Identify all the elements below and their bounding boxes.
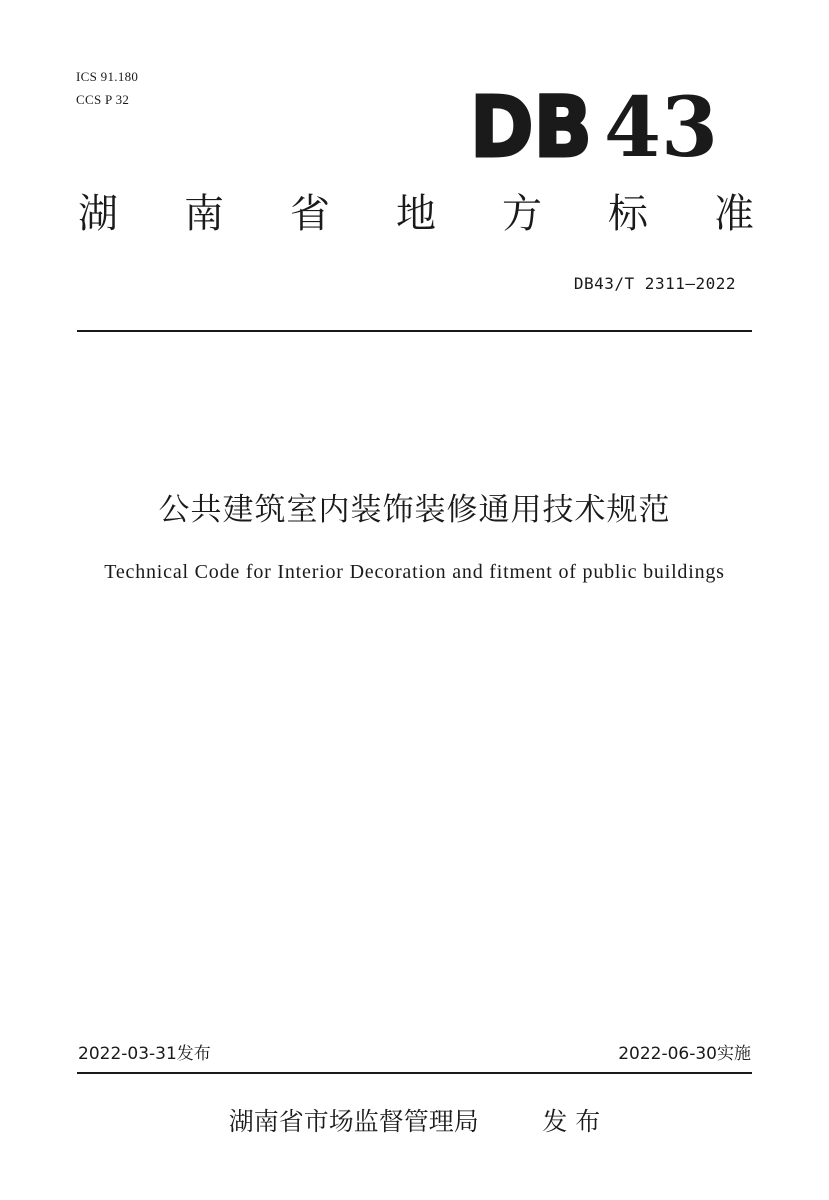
ics-code: ICS 91.180: [76, 69, 139, 84]
standard-type-char: 地: [396, 191, 436, 237]
document-title-cn: 公共建筑室内装饰装修通用技术规范: [158, 492, 671, 528]
standard-type-char: 标: [608, 191, 648, 237]
document-title-en: Technical Code for Interior Decoration and fitment of public buildings: [104, 561, 725, 583]
top-divider: [77, 330, 752, 332]
standard-type-char: 省: [290, 191, 330, 237]
logo-number: 43: [604, 90, 718, 162]
standard-type-heading: [78, 188, 754, 240]
effective-date: 2022-06-30实施: [618, 1044, 751, 1064]
logo-letters: DB: [470, 90, 592, 162]
standard-type-char: 南: [184, 191, 224, 237]
ccs-code: CCS P 32: [76, 92, 130, 107]
publish-date: 2022-03-31发布: [78, 1044, 211, 1064]
standard-type-char: 湖: [78, 191, 118, 237]
publisher-name: 湖南省市场监督管理局: [228, 1107, 479, 1136]
bottom-divider: [77, 1072, 752, 1074]
publisher-action: 发 布: [542, 1107, 601, 1136]
standard-number: DB43/T 2311—2022: [573, 274, 736, 293]
db43-logo: [470, 90, 720, 162]
publisher-line: [0, 1106, 829, 1138]
standard-type-char: 准: [714, 191, 754, 237]
standard-type-char: 方: [502, 191, 542, 237]
